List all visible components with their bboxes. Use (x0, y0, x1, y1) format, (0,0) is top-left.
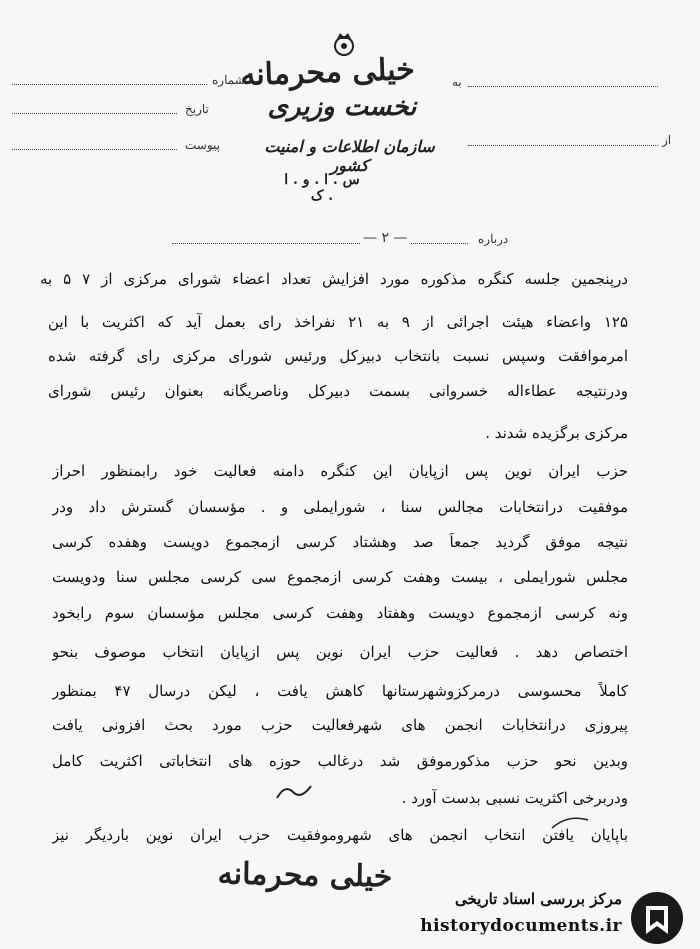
body-line: ونه کرسی ازمجموع دویست وهفتاد وهفت کرسی مجلس مؤسسان سوم رابخود (52, 604, 628, 622)
archive-logo-icon (628, 890, 686, 946)
body-line: امرموافقت وسپس نسبت بانتخاب دبیرکل ورئیس شورای مرکزی رای گرفته شده (48, 347, 628, 365)
handwritten-stroke-icon (550, 812, 590, 832)
watermark-org-name: مرکز بررسی اسناد تاریخی (454, 890, 622, 908)
attachment-label: پیوست (185, 138, 220, 152)
to-label: به (452, 75, 462, 89)
body-line: مجلس شورایملی ، بیست وهفت کرسی ازمجموع سی کرسی مجلس سنا ودویست (52, 568, 628, 586)
body-line: نتیجه موفق گردید جمعاً صد وهشتاد کرسی ازمجموع دویست وهفده کرسی (52, 533, 628, 551)
body-line: کاملاً محسوسی درمرکزوشهرستانها کاهش یافت ، لیکن درسال ۴۷ بمنظور (52, 682, 628, 700)
org-code: س . ا . و . ا . ک (284, 172, 360, 204)
date-label: تاریخ (185, 102, 209, 116)
body-line: پیروزی درانتخابات انجمن های شهرفعالیت حزب مورد بحث افزونی یافت (52, 716, 628, 734)
body-line: حزب ایران نوین پس ازپایان این کنگره دامنه فعالیت خود رابمنظور احراز (52, 462, 628, 480)
body-line: موفقیت درانتخابات مجالس سنا ، شورایملی و . مؤسسان گسترش داد ودر (52, 498, 628, 516)
date-field-line (12, 113, 177, 114)
org-title: نخست وزیری (267, 92, 417, 122)
from-label: از (662, 133, 672, 147)
watermark-url: historydocuments.ir (420, 916, 622, 936)
body-line: ودربرخی اکثریت نسبی بدست آورد . (401, 789, 628, 807)
subject-field-line (172, 243, 468, 244)
handwritten-mark-icon (275, 780, 315, 802)
body-line: ۱۲۵ واعضاء هیئت اجرائی از ۹ به ۲۱ نفراخذ رای بعمل آید که اکثریت با این (48, 313, 628, 331)
page-number-marker: — ۲ — (360, 230, 410, 246)
number-field-line (12, 84, 207, 85)
subject-label: درباره (478, 232, 509, 246)
from-field-line (468, 145, 658, 146)
body-line: باپایان یافتن انتخاب انجمن های شهروموفقیت حزب ایران نوین باردیگر نیز (52, 826, 628, 844)
attachment-field-line (12, 149, 177, 150)
watermark (410, 888, 700, 949)
number-label: شماره (212, 73, 245, 87)
body-line: ودرنتیجه عطاءاله خسروانی بسمت دبیرکل وناصریگانه بعنوان رئیس شورای (48, 382, 628, 400)
classification-stamp-bottom: خیلی محرمانه (217, 856, 393, 895)
to-field-line (468, 86, 658, 87)
body-line: مرکزی برگزیده شدند . (485, 424, 628, 442)
body-line: وبدین نحو حزب مذکورموفق شد درغالب حوزه های انتخاباتی اکثریت کامل (52, 752, 628, 770)
org-subtitle: سازمان اطلاعات و امنیت کشور (264, 137, 435, 175)
body-line: اختصاص دهد . فعالیت حزب ایران نوین پس ازپایان انتخاب موصوف بنحو (52, 643, 628, 661)
classification-stamp-top: خیلی محرمانه (239, 51, 416, 94)
body-line: درپنجمین جلسه کنگره مذکوره مورد افزایش تعداد اعضاء شورای مرکزی از ۷ ۵ به (40, 270, 628, 288)
